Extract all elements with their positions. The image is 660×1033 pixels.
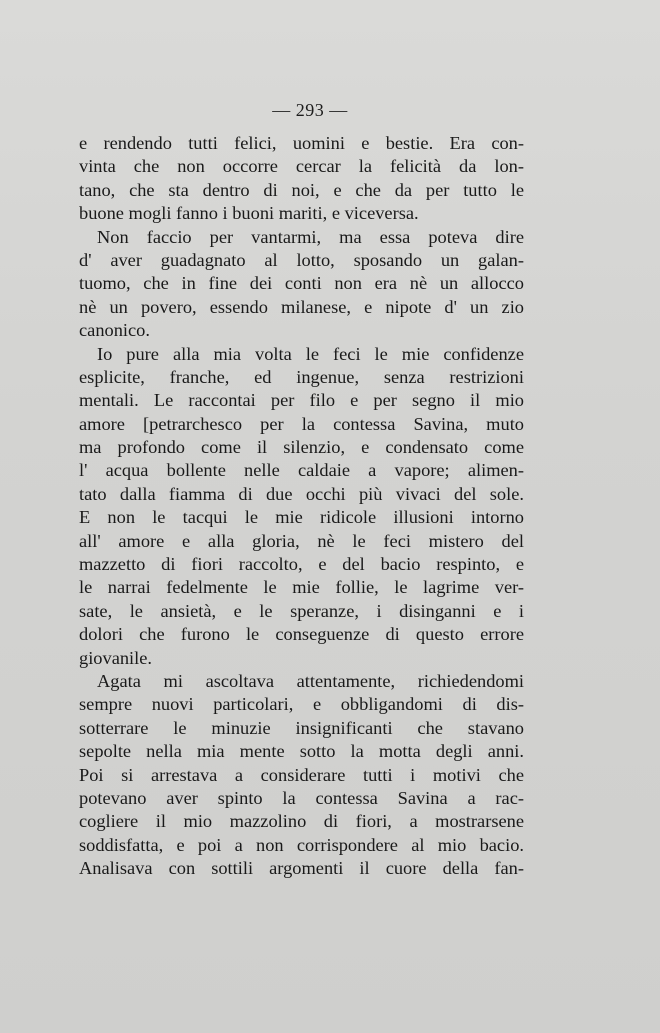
text-line: amore [petrarchesco per la contessa Savina, muto (79, 413, 524, 434)
text-line: dolori che furono le conseguenze di questo errore (79, 624, 524, 645)
text-line: le narrai fedelmente le mie follie, le lagrime ver- (79, 577, 524, 598)
text-line: d' aver guadagnato al lotto, sposando un galan- (79, 249, 524, 270)
text-line: ma profondo come il silenzio, e condensato come (79, 437, 524, 458)
text-line: buone mogli fanno i buoni mariti, e viceversa. (79, 203, 419, 224)
paragraph-4 (79, 670, 524, 881)
text-line: tano, che sta dentro di noi, e che da per tutto le (79, 179, 524, 200)
text-line: potevano aver spinto la contessa Savina a rac- (79, 787, 524, 808)
text-line: E non le tacqui le mie ridicole illusioni intorno (79, 507, 524, 528)
text-line: esplicite, franche, ed ingenue, senza restrizioni (79, 366, 524, 387)
page-number: — 293 — (272, 100, 348, 120)
text-line: Poi si arrestava a considerare tutti i motivi che (79, 764, 524, 785)
text-line: Agata mi ascoltava attentamente, richiedendomi (97, 670, 524, 691)
text-line: mentali. Le raccontai per filo e per segno il mio (79, 390, 524, 411)
text-line: soddisfatta, e poi a non corrispondere al mio bacio. (79, 834, 524, 855)
text-line: e rendendo tutti felici, uomini e bestie. Era con- (79, 133, 524, 153)
text-line: nè un povero, essendo milanese, e nipote d' un zio (79, 296, 524, 317)
text-line: giovanile. (79, 647, 153, 668)
text-line: tato dalla fiamma di due occhi più vivaci del sole. (79, 483, 524, 504)
text-line: Non faccio per vantarmi, ma essa poteva dire (97, 226, 524, 247)
text-line: l' acqua bollente nelle caldaie a vapore; alimen- (79, 460, 524, 481)
text-line: Analisava con sottili argomenti il cuore della fan- (79, 858, 524, 879)
text-line: vinta che non occorre cercar la felicità da lon- (79, 156, 524, 177)
text-line: sotterrare le minuzie insignificanti che stavano (79, 717, 524, 738)
text-line: canonico. (79, 320, 150, 341)
paragraph-3 (79, 343, 524, 670)
text-line: tuomo, che in fine dei conti non era nè un allocco (79, 273, 524, 294)
text-line: cogliere il mio mazzolino di fiori, a mostrarsene (79, 811, 524, 832)
paragraph-1 (79, 132, 524, 226)
paragraph-2 (79, 226, 524, 343)
text-line: mazzetto di fiori raccolto, e del bacio respinto, e (79, 554, 524, 575)
text-line: sepolte nella mia mente sotto la motta degli anni. (79, 741, 524, 762)
text-line: all' amore e alla gloria, nè le feci mistero del (79, 530, 524, 551)
text-line: Io pure alla mia volta le feci le mie confidenze (97, 343, 524, 364)
text-line: sempre nuovi particolari, e obbligandomi di dis- (79, 694, 524, 715)
text-line: sate, le ansietà, e le speranze, i disinganni e i (79, 600, 524, 621)
body-text (79, 132, 524, 881)
